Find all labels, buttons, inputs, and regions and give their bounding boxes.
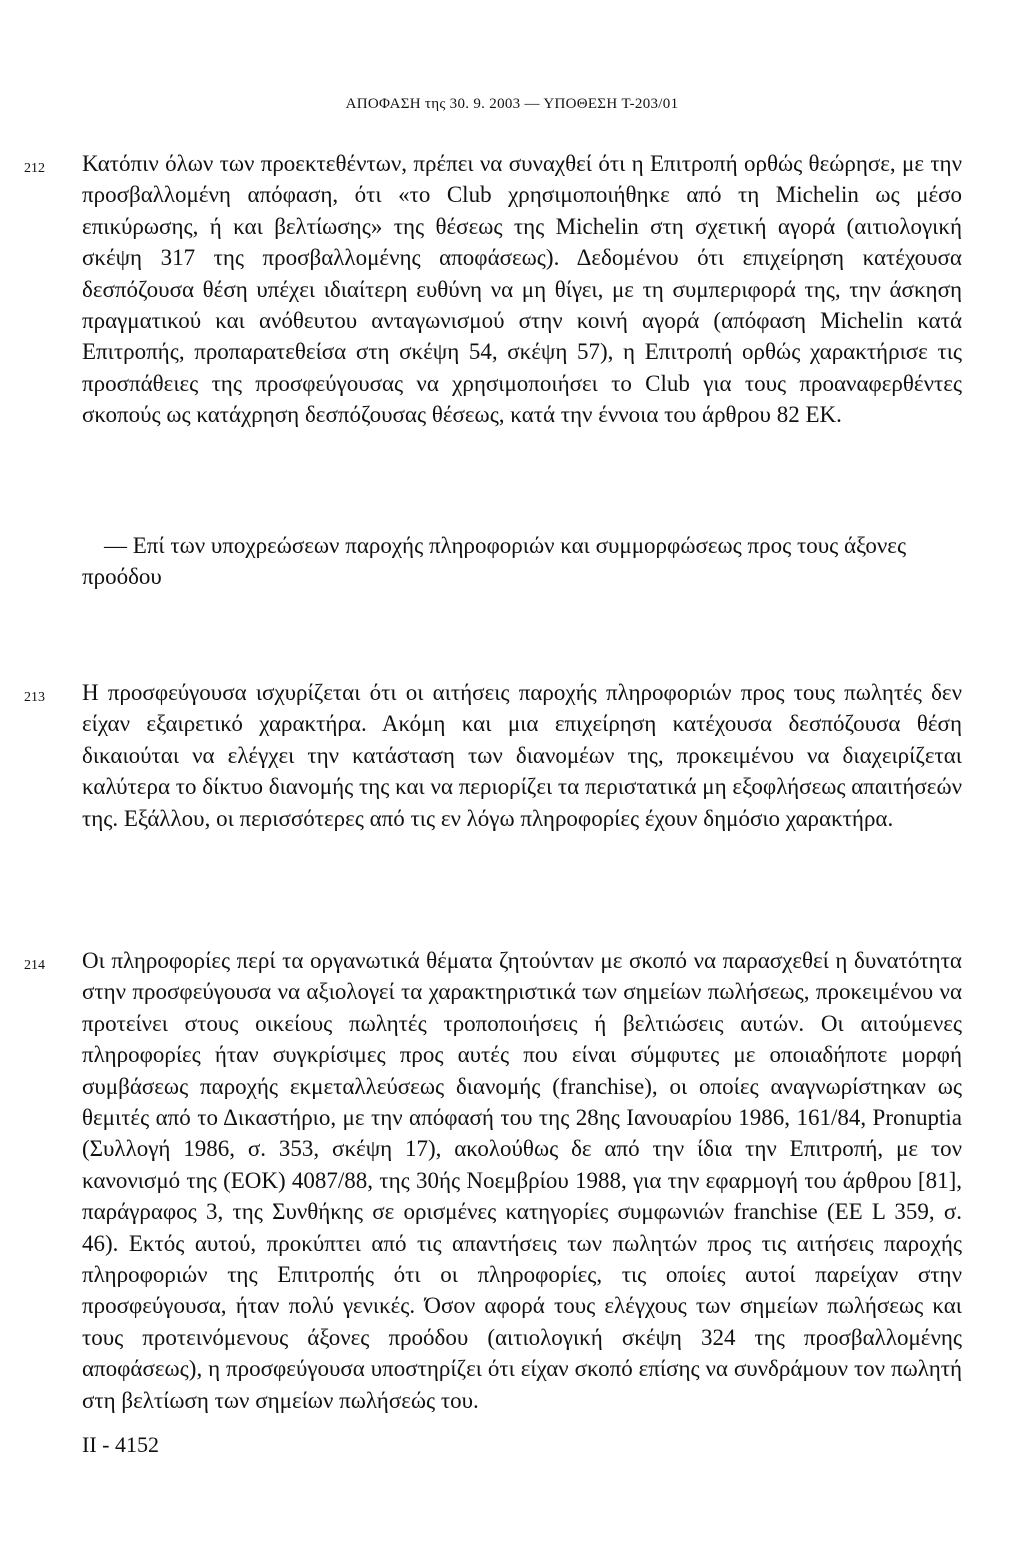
paragraph-number-213: 213 [24, 690, 45, 705]
paragraph-number-212: 212 [24, 161, 45, 176]
paragraph-212: Κατόπιν όλων των προεκτεθέντων, πρέπει να συναχθεί ότι η Επιτροπή ορθώς θεώρησε, με την προσβαλλομένη απόφαση, ότι «το Club χρησιμοποιήθηκε από τη Michelin ως μέσο επικύρωσης, ή και βελτίωσης» της θέσεως της Michelin στη σχετική αγορά (αιτιολογική σκέψη 317 της προσβαλλομένης αποφάσεως). Δεδομένου ότι επιχείρηση κατέχουσα δεσπόζουσα θέση υπέχει ιδιαίτερη ευθύνη να μη θίγει, με τη συμπεριφορά της, την άσκηση πραγματικού και ανόθευτου ανταγωνισμού στην κοινή αγορά (απόφαση Michelin κατά Επιτροπής, προπαρατεθείσα στη σκέψη 54, σκέψη 57), η Επιτροπή ορθώς χαρακτήρισε τις προσπάθειες της προσφεύγουσας να χρησιμοποιήσει το Club για τους προαναφερθέντες σκοπούς ως κατάχρηση δεσπόζουσας θέσεως, κατά την έννοια του άρθρου 82 ΕΚ. [82, 151, 962, 428]
page-number: II - 4152 [82, 1432, 159, 1457]
section-heading: — Επί των υποχρεώσεων παροχής πληροφοριών και συμμορφώσεως προς τους άξονες προόδου [82, 533, 907, 590]
paragraph-number-214: 214 [24, 958, 45, 973]
paragraph-213: Η προσφεύγουσα ισχυρίζεται ότι οι αιτήσεις παροχής πληροφοριών προς τους πωλητές δεν είχαν εξαιρετικό χαρακτήρα. Ακόμη και μια επιχείρηση κατέχουσα δεσπόζουσα θέση δικαιούται να ελέγχει την κατάσταση των διανομέων της, προκειμένου να διαχειρίζεται καλύτερα το δίκτυο διανομής της και να περιορίζει τα περιστατικά μη εξοφλήσεως απαιτήσεών της. Εξάλλου, οι περισσότερες από τις εν λόγω πληροφορίες έχουν δημόσιο χαρακτήρα. [82, 680, 962, 831]
page-header: ΑΠΟΦΑΣΗ της 30. 9. 2003 — ΥΠΟΘΕΣΗ T-203/01 [345, 96, 679, 112]
paragraph-214: Οι πληροφορίες περί τα οργανωτικά θέματα ζητούνταν με σκοπό να παρασχεθεί η δυνατότητα στην προσφεύγουσα να αξιολογεί τα χαρακτηριστικά των σημείων πωλήσεως, προκειμένου να προτείνει στους οικείους πωλητές τροποποιήσεις ή βελτιώσεις αυτών. Οι αιτούμενες πληροφορίες ήταν συγκρίσιμες προς αυτές που είναι σύμφυτες με οποιαδήποτε μορφή συμβάσεως παροχής εκμεταλλεύσεως διανομής (franchise), οι οποίες αναγνωρίστηκαν ως θεμιτές από το Δικαστήριο, με την απόφασή του της 28ης Ιανουαρίου 1986, 161/84, Pronuptia (Συλλογή 1986, σ. 353, σκέψη 17), ακολούθως δε από την ίδια την Επιτροπή, με τον κανονισμό της (ΕΟΚ) 4087/88, της 30ής Νοεμβρίου 1988, για την εφαρμογή του άρθρου [81], παράγραφος 3, της Συνθήκης σε ορισμένες κατηγορίες συμφωνιών franchise (ΕΕ L 359, σ. 46). Εκτός αυτού, προκύπτει από τις απαντήσεις των πωλητών προς τις αιτήσεις παροχής πληροφοριών της Επιτροπής ότι οι πληροφορίες, τις οποίες αυτοί παρείχαν στην προσφεύγουσα, ήταν πολύ γενικές. Όσον αφορά τους ελέγχους των σημείων πωλήσεως και τους προτεινόμενους άξονες προόδου (αιτιολογική σκέψη 324 της προσβαλλομένης αποφάσεως), η προσφεύγουσα υποστηρίζει ότι είχαν σκοπό επίσης να συνδράμουν τον πωλητή στη βελτίωση των σημείων πωλήσεώς του. [82, 948, 962, 1413]
